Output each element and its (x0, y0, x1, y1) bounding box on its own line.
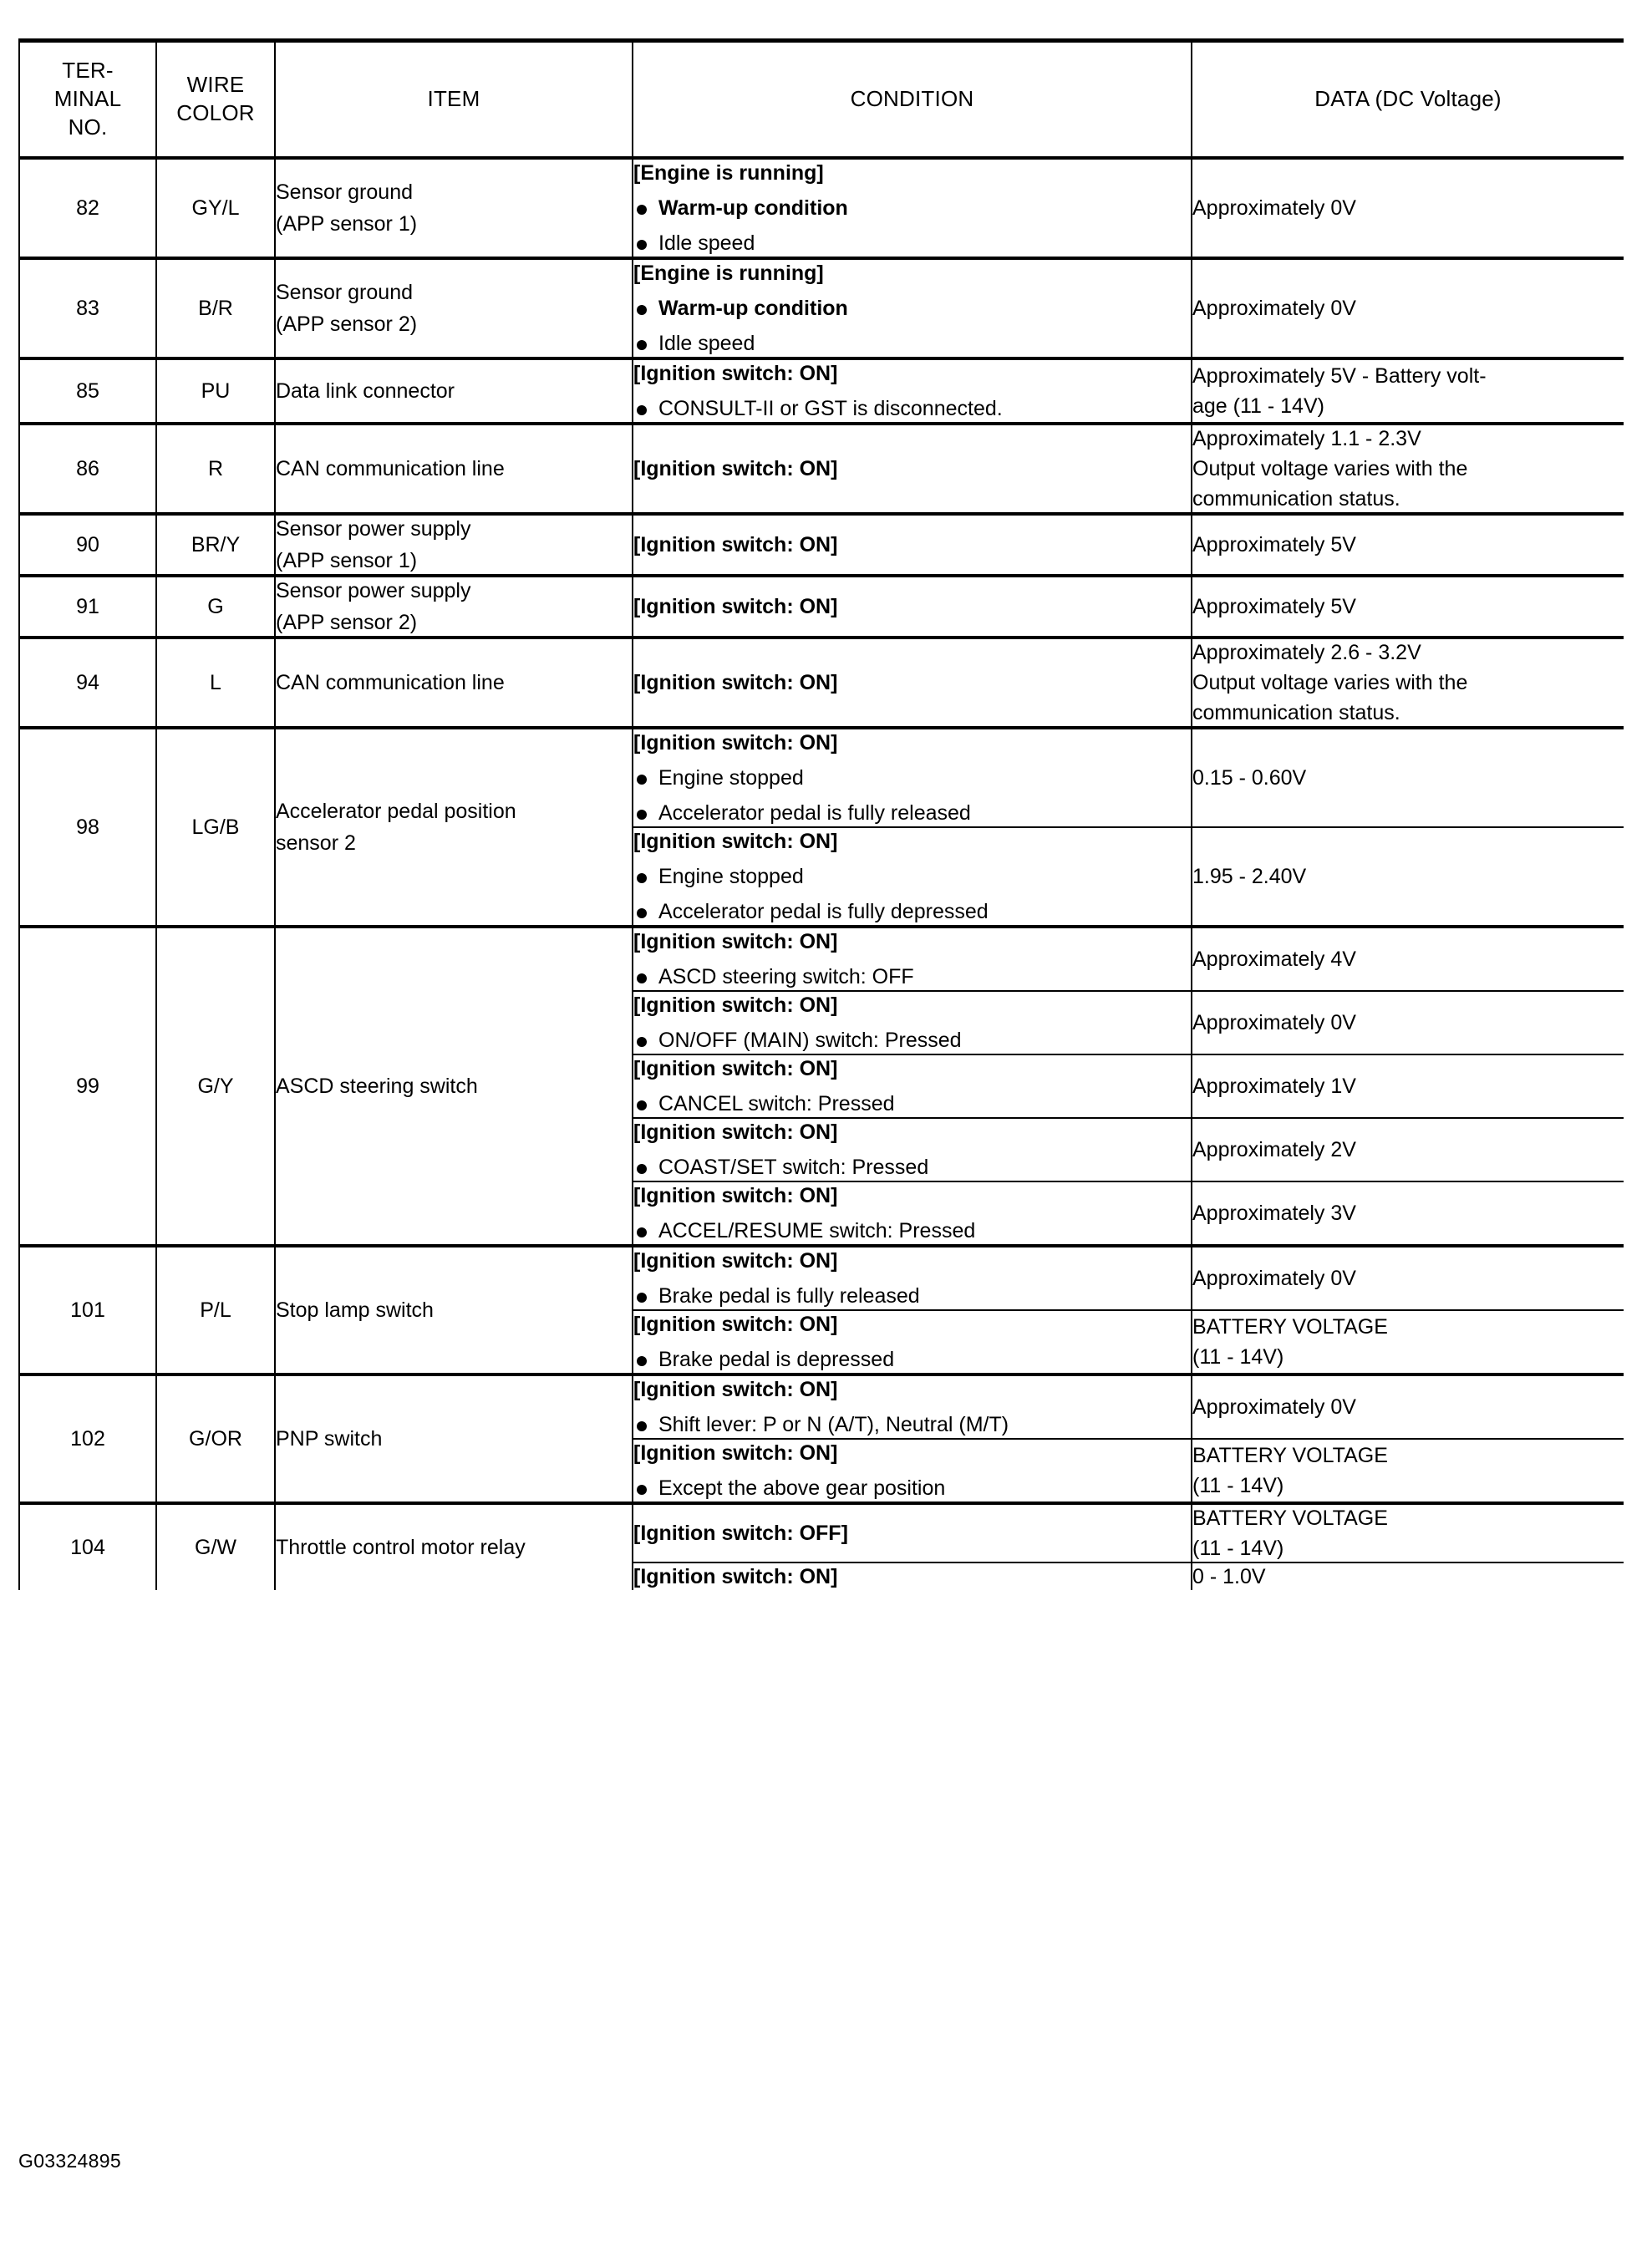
column-header-terminal-no (19, 41, 156, 159)
item-line: Stop lamp switch (276, 1298, 434, 1322)
cell-data-voltage (1192, 1054, 1624, 1118)
data-line: 0.15 - 0.60V (1192, 766, 1307, 790)
condition-heading: [Ignition switch: ON] (633, 1249, 838, 1273)
data-line: Approximately 1.1 - 2.3V (1192, 427, 1421, 450)
cell-wire-color: B/R (156, 258, 275, 358)
cell-condition (633, 1439, 1192, 1503)
cell-terminal-no: 104 (19, 1503, 156, 1590)
data-line: BATTERY VOLTAGE (1192, 1507, 1388, 1530)
table-row (19, 1246, 1624, 1310)
cell-data-voltage (1192, 1374, 1624, 1439)
cell-wire-color: G/W (156, 1503, 275, 1590)
cell-condition (633, 1562, 1192, 1590)
cell-data-voltage (1192, 827, 1624, 927)
data-line: BATTERY VOLTAGE (1192, 1315, 1388, 1339)
condition-heading: [Engine is running] (633, 262, 824, 285)
condition-heading: [Ignition switch: ON] (633, 731, 838, 755)
cell-item (275, 358, 633, 424)
column-header-data: DATA (DC Voltage) (1192, 41, 1624, 159)
table-row (19, 1503, 1624, 1562)
cell-condition (633, 991, 1192, 1054)
cell-wire-color: G/OR (156, 1374, 275, 1503)
condition-bullet: Warm-up condition (633, 295, 1191, 322)
item-line: Accelerator pedal position (276, 800, 516, 823)
condition-heading: [Ignition switch: ON] (633, 1441, 838, 1465)
table-row (19, 358, 1624, 424)
table-row (19, 638, 1624, 728)
item-line: Sensor ground (276, 281, 414, 304)
data-line: Approximately 0V (1192, 1267, 1356, 1290)
condition-bullet: ASCD steering switch: OFF (633, 963, 1191, 990)
condition-bullet: Warm-up condition (633, 195, 1191, 221)
cell-wire-color: G (156, 576, 275, 638)
cell-data-voltage (1192, 1503, 1624, 1562)
item-line: ASCD steering switch (276, 1075, 478, 1098)
data-line: Approximately 4V (1192, 948, 1356, 971)
item-line: Sensor power supply (276, 517, 471, 541)
header-line: NO. (68, 114, 108, 140)
cell-terminal-no: 82 (19, 158, 156, 258)
cell-data-voltage (1192, 1246, 1624, 1310)
condition-bullet-list (633, 1027, 1191, 1054)
column-header-item: ITEM (275, 41, 633, 159)
cell-condition (633, 1181, 1192, 1246)
cell-item (275, 576, 633, 638)
data-line: Output voltage varies with the (1192, 671, 1468, 694)
cell-item (275, 424, 633, 514)
condition-bullet: Shift lever: P or N (A/T), Neutral (M/T) (633, 1411, 1191, 1438)
table-row (19, 576, 1624, 638)
item-line: (APP sensor 2) (276, 611, 418, 634)
data-line: (11 - 14V) (1192, 1345, 1284, 1369)
cell-condition (633, 576, 1192, 638)
data-line: Approximately 1V (1192, 1075, 1356, 1098)
cell-item (275, 1503, 633, 1590)
data-line: 0 - 1.0V (1192, 1565, 1266, 1588)
condition-bullet-list (633, 863, 1191, 925)
cell-data-voltage (1192, 424, 1624, 514)
item-line: (APP sensor 2) (276, 312, 418, 336)
item-line: sensor 2 (276, 831, 356, 855)
condition-heading: [Ignition switch: ON] (633, 1565, 838, 1588)
condition-bullet: Engine stopped (633, 863, 1191, 890)
condition-bullet-list (633, 295, 1191, 357)
condition-bullet: Accelerator pedal is fully depressed (633, 898, 1191, 925)
cell-condition (633, 514, 1192, 576)
table-row (19, 514, 1624, 576)
cell-terminal-no: 86 (19, 424, 156, 514)
condition-bullet: Brake pedal is fully released (633, 1283, 1191, 1309)
condition-heading: [Ignition switch: ON] (633, 595, 838, 618)
cell-condition (633, 1310, 1192, 1374)
condition-bullet-list (633, 1154, 1191, 1181)
cell-wire-color: BR/Y (156, 514, 275, 576)
header-row (19, 41, 1624, 159)
cell-condition (633, 1246, 1192, 1310)
data-line: Approximately 5V - Battery volt- (1192, 364, 1487, 388)
condition-heading: [Ignition switch: ON] (633, 362, 838, 385)
condition-heading: [Ignition switch: ON] (633, 671, 838, 694)
cell-condition (633, 358, 1192, 424)
ecm-terminal-spec-table (18, 38, 1624, 1590)
cell-data-voltage (1192, 576, 1624, 638)
cell-data-voltage (1192, 991, 1624, 1054)
cell-terminal-no: 91 (19, 576, 156, 638)
condition-heading: [Engine is running] (633, 161, 824, 185)
condition-bullet: ACCEL/RESUME switch: Pressed (633, 1217, 1191, 1244)
item-line: CAN communication line (276, 671, 505, 694)
condition-bullet: Accelerator pedal is fully released (633, 800, 1191, 826)
data-line: communication status. (1192, 487, 1400, 511)
cell-item (275, 258, 633, 358)
item-line: Data link connector (276, 379, 455, 403)
cell-wire-color: R (156, 424, 275, 514)
data-line: (11 - 14V) (1192, 1474, 1284, 1497)
data-line: communication status. (1192, 701, 1400, 724)
cell-data-voltage (1192, 358, 1624, 424)
header-line: WIRE (186, 72, 245, 98)
condition-bullet: Idle speed (633, 230, 1191, 257)
condition-bullet-list (633, 1283, 1191, 1309)
condition-heading: [Ignition switch: ON] (633, 830, 838, 853)
cell-condition (633, 258, 1192, 358)
item-line: Throttle control motor relay (276, 1536, 526, 1559)
cell-terminal-no: 90 (19, 514, 156, 576)
data-line: 1.95 - 2.40V (1192, 865, 1307, 888)
cell-wire-color: LG/B (156, 728, 275, 927)
condition-bullet: Engine stopped (633, 765, 1191, 791)
cell-terminal-no: 94 (19, 638, 156, 728)
cell-data-voltage (1192, 1562, 1624, 1590)
data-line: Approximately 5V (1192, 595, 1356, 618)
data-line: Approximately 0V (1192, 297, 1356, 320)
condition-bullet-list (633, 1411, 1191, 1438)
condition-bullet: Except the above gear position (633, 1475, 1191, 1502)
condition-bullet: CANCEL switch: Pressed (633, 1090, 1191, 1117)
condition-bullet: COAST/SET switch: Pressed (633, 1154, 1191, 1181)
table-row (19, 424, 1624, 514)
cell-wire-color: GY/L (156, 158, 275, 258)
cell-data-voltage (1192, 258, 1624, 358)
cell-terminal-no: 101 (19, 1246, 156, 1374)
item-line: Sensor ground (276, 180, 414, 204)
cell-condition (633, 638, 1192, 728)
data-line: Approximately 3V (1192, 1202, 1356, 1225)
condition-heading: [Ignition switch: ON] (633, 533, 838, 556)
table-row (19, 728, 1624, 827)
header-line: MINAL (53, 86, 122, 112)
cell-item (275, 927, 633, 1246)
cell-data-voltage (1192, 158, 1624, 258)
cell-item (275, 158, 633, 258)
table-row (19, 258, 1624, 358)
header-line: COLOR (176, 100, 255, 125)
data-line: Approximately 5V (1192, 533, 1356, 556)
cell-condition (633, 1054, 1192, 1118)
condition-heading: [Ignition switch: ON] (633, 1313, 838, 1336)
cell-wire-color: L (156, 638, 275, 728)
cell-condition (633, 158, 1192, 258)
figure-reference-code: G03324895 (18, 2150, 121, 2172)
cell-data-voltage (1192, 1439, 1624, 1503)
column-header-wire-color (156, 41, 275, 159)
cell-item (275, 514, 633, 576)
cell-item (275, 728, 633, 927)
cell-condition (633, 827, 1192, 927)
cell-condition (633, 1374, 1192, 1439)
cell-condition (633, 424, 1192, 514)
cell-terminal-no: 99 (19, 927, 156, 1246)
cell-data-voltage (1192, 927, 1624, 991)
table-body (19, 158, 1624, 1590)
cell-terminal-no: 98 (19, 728, 156, 927)
condition-heading: [Ignition switch: ON] (633, 457, 838, 480)
table-row (19, 158, 1624, 258)
table-header (19, 41, 1624, 159)
condition-heading: [Ignition switch: ON] (633, 1378, 838, 1401)
column-header-condition: CONDITION (633, 41, 1192, 159)
data-line: Approximately 0V (1192, 1011, 1356, 1034)
cell-data-voltage (1192, 1181, 1624, 1246)
condition-heading: [Ignition switch: ON] (633, 930, 838, 953)
condition-bullet-list (633, 765, 1191, 826)
cell-wire-color: PU (156, 358, 275, 424)
cell-terminal-no: 83 (19, 258, 156, 358)
condition-heading: [Ignition switch: ON] (633, 993, 838, 1017)
condition-heading: [Ignition switch: ON] (633, 1184, 838, 1207)
condition-bullet: Brake pedal is depressed (633, 1346, 1191, 1373)
table-row (19, 927, 1624, 991)
cell-data-voltage (1192, 1118, 1624, 1181)
data-line: Approximately 0V (1192, 1395, 1356, 1419)
cell-data-voltage (1192, 514, 1624, 576)
data-line: Approximately 2V (1192, 1138, 1356, 1161)
cell-item (275, 1374, 633, 1503)
cell-condition (633, 728, 1192, 827)
condition-heading: [Ignition switch: OFF] (633, 1522, 848, 1545)
item-line: PNP switch (276, 1427, 383, 1451)
cell-wire-color: P/L (156, 1246, 275, 1374)
condition-bullet-list (633, 395, 1191, 422)
cell-data-voltage (1192, 638, 1624, 728)
data-line: Approximately 2.6 - 3.2V (1192, 641, 1421, 664)
cell-wire-color: G/Y (156, 927, 275, 1246)
table-row (19, 1374, 1624, 1439)
header-line: TER- (62, 58, 114, 84)
condition-heading: [Ignition switch: ON] (633, 1057, 838, 1080)
condition-heading: [Ignition switch: ON] (633, 1120, 838, 1144)
item-line: CAN communication line (276, 457, 505, 480)
item-line: (APP sensor 1) (276, 212, 418, 236)
data-line: (11 - 14V) (1192, 1537, 1284, 1560)
cell-data-voltage (1192, 1310, 1624, 1374)
cell-terminal-no: 102 (19, 1374, 156, 1503)
data-line: age (11 - 14V) (1192, 394, 1324, 418)
cell-item (275, 638, 633, 728)
condition-bullet-list (633, 1346, 1191, 1373)
item-line: Sensor power supply (276, 579, 471, 602)
item-line: (APP sensor 1) (276, 549, 418, 572)
cell-condition (633, 1118, 1192, 1181)
condition-bullet-list (633, 195, 1191, 257)
condition-bullet: ON/OFF (MAIN) switch: Pressed (633, 1027, 1191, 1054)
data-line: Approximately 0V (1192, 196, 1356, 220)
cell-condition (633, 1503, 1192, 1562)
condition-bullet: CONSULT-II or GST is disconnected. (633, 395, 1191, 422)
condition-bullet-list (633, 1475, 1191, 1502)
condition-bullet: Idle speed (633, 330, 1191, 357)
cell-item (275, 1246, 633, 1374)
condition-bullet-list (633, 1217, 1191, 1244)
cell-terminal-no: 85 (19, 358, 156, 424)
condition-bullet-list (633, 1090, 1191, 1117)
condition-bullet-list (633, 963, 1191, 990)
cell-condition (633, 927, 1192, 991)
data-line: BATTERY VOLTAGE (1192, 1444, 1388, 1467)
cell-data-voltage (1192, 728, 1624, 827)
data-line: Output voltage varies with the (1192, 457, 1468, 480)
